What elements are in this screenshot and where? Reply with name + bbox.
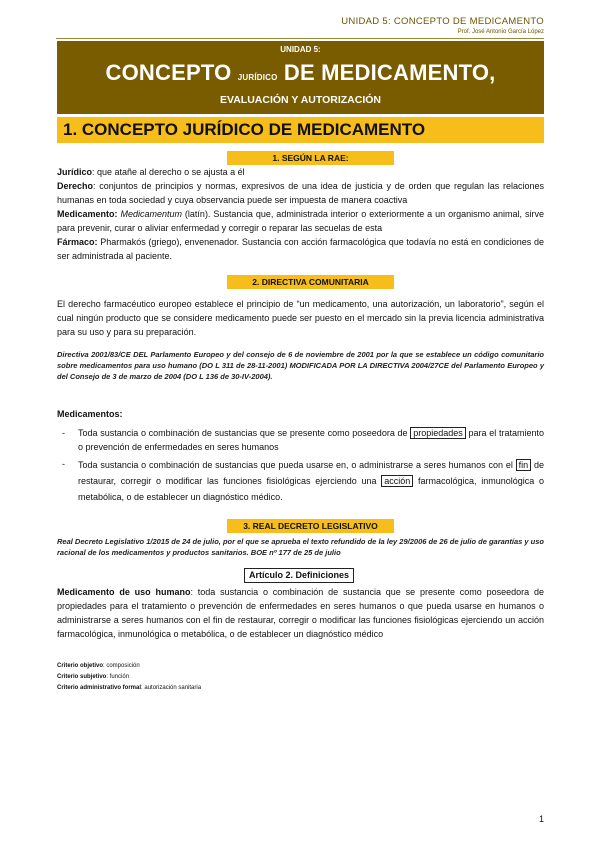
subsection-rae-heading: 1. SEGÚN LA RAE: [227,151,394,165]
directiva-paragraph: El derecho farmacéutico europeo establece el principio de “un medicamento, una autorización, un laboratorio”, según el cual ningún producto que se considere medicamento puede ser puesto en el mercado sin la previa licencia administrativa para su uso y para su preparación. [57,299,544,337]
document-subtitle: EVALUACIÓN Y AUTORIZACIÓN [219,94,381,106]
medicamentos-label: Medicamentos: [57,409,123,419]
unit-label: UNIDAD 5: [280,45,321,54]
rae-definitions: Jurídico: que atañe al derecho o se ajusta a él Derecho: conjuntos de principios y normas, expresivos de una idea de justicia y de orden que regulan las relaciones humanas en toda sociedad y cuya observancia puede ser impuesta de manera coactiva Medicamento: Medicamentum (latín). Sustancia que, administrada interior o exteriormente a un organismo animal, sirve para prevenir, curar o aliviar enfermedad y corregir o reparar las secuelas de esta Fármaco: Pharmakós (griego), envenenador. Sustancia con acción farmacológica que todavía no está en condiciones de ser administrada al paciente. [57,167,544,261]
bullet-item-1: Toda sustancia o combinación de sustancias que se presente como poseedora de propiedades para el tratamiento o prevención de enfermedades en seres humanos [78,428,544,452]
bullet-dash: - [62,428,65,438]
rd-reference: Real Decreto Legislativo 1/2015 de 24 de julio, por el que se aprueba el texto refundido de la ley 29/2006 de 26 de julio de garantías y uso racional de los medicamentos y productos sanitarios. BOE nº 177 de 25 de julio [57,537,544,557]
author-name: Prof. José Antonio García López [457,29,544,35]
directiva-reference: Directiva 2001/83/CE DEL Parlamento Europeo y del consejo de 6 de noviembre de 2001 por la que se establece un código comunitario sobre medicamentos para uso humano (DO L 311 de 28-11-2001) MODIFICADA POR LA DIRECTIVA 2004/27CE del Parlamento Europeo y del Consejo de 3 de marzo de 2004 (DO L 136 de 30-IV-2004). [57,350,544,381]
uso-humano-definition: Medicamento de uso humano: toda sustancia o combinación de sustancia que se presente como poseedora de propiedades para el tratamiento o prevención de enfermedades en seres humanos o que pueda usarse en humanos o administrarse a seres humanos con el fin de restaurar, corregir o modificar las funciones fisiológicas ejerciendo un acción farmacológica, inmunológica o metabólica, o de establecer un diagnóstico médico [57,587,544,639]
section-1-heading: 1. CONCEPTO JURÍDICO DE MEDICAMENTO [57,117,544,143]
criterio-administrativo: Criterio administrativo formal: autorización sanitaria [57,685,202,691]
title-banner [57,41,544,114]
subsection-rd-heading: 3. REAL DECRETO LEGISLATIVO [227,519,394,533]
criterio-subjetivo: Criterio subjetivo: función [57,674,130,680]
bullet-item-2: Toda sustancia o combinación de sustancias que pueda usarse en, o administrarse a seres humanos con el fin de restaurar, corregir o modificar las funciones fisiológicas ejerciendo una acción farmacológica, inmunológica o metabólica, o de establecer un diagnóstico médico. [78,460,545,502]
bullet-dash: - [62,459,65,469]
document-title: CONCEPTO JURÍDICO DE MEDICAMENTO, [105,60,496,85]
subsection-directiva-heading: 2. DIRECTIVA COMUNITARIA [227,275,394,289]
running-header: UNIDAD 5: CONCEPTO DE MEDICAMENTO [341,16,544,27]
header-rule [56,38,544,39]
page-number: 1 [538,814,544,824]
criterio-objetivo: Criterio objetivo: composición [57,663,140,669]
articulo-heading: Artículo 2. Definiciones [244,568,354,583]
